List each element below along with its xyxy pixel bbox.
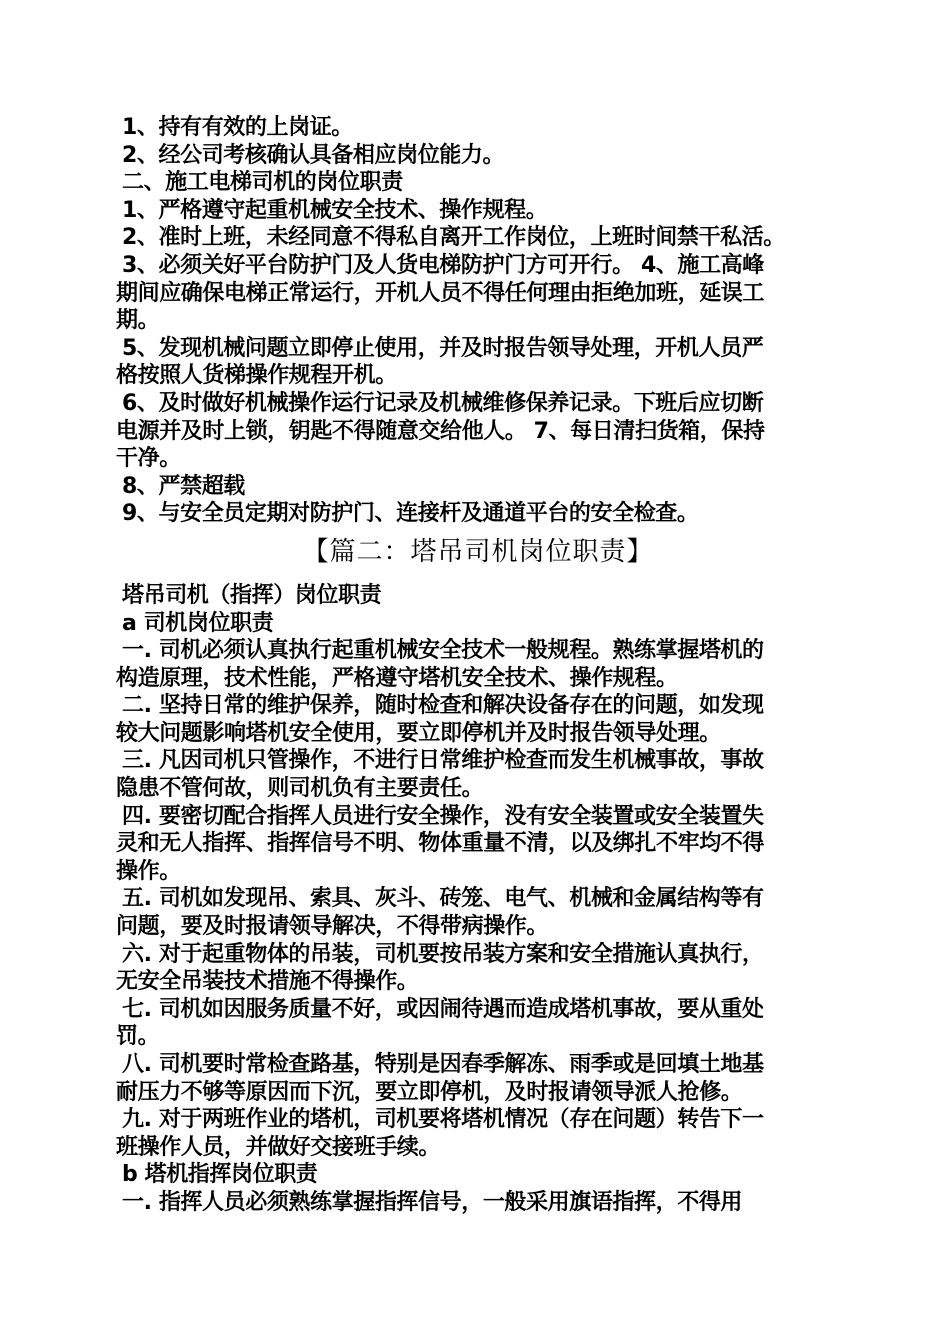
text-line: 班操作人员，并做好交接班手续。 xyxy=(116,1134,441,1160)
text-line: 期。 xyxy=(116,308,160,334)
text-line: 较大问题影响塔机安全使用，要立即停机并及时报告领导处理。 xyxy=(116,720,721,746)
text-line: 无安全吊装技术措施不得操作。 xyxy=(116,969,419,995)
text-line: 二. 坚持日常的维护保养，随时检查和解决设备存在的问题，如发现 xyxy=(122,693,764,719)
text-line: 2、准时上班，未经同意不得私自离开工作岗位，上班时间禁干私活。 xyxy=(122,225,785,251)
text-line: 3、必须关好平台防护门及人货电梯防护门方可开行。 4、施工高峰 xyxy=(122,252,764,278)
text-line: 八. 司机要时常检查路基，特别是因春季解冻、雨季或是回填土地基 xyxy=(122,1052,764,1077)
text-line: 隐患不管何故，则司机负有主要责任。 xyxy=(116,776,484,802)
text-line: 耐压力不够等原因而下沉，要立即停机，及时报请领导派人抢修。 xyxy=(116,1079,743,1105)
text-line: 1、严格遵守起重机械安全技术、操作规程。 xyxy=(122,197,548,223)
text-line: 5、发现机械问题立即停止使用，并及时报告领导处理，开机人员严 xyxy=(122,335,764,361)
subsection-heading: b 塔机指挥岗位职责 xyxy=(122,1162,318,1188)
text-line: 五. 司机如发现吊、索具、灰斗、砖笼、电气、机械和金属结构等有 xyxy=(122,886,764,912)
section-two xyxy=(116,582,840,1217)
text-line: 操作。 xyxy=(116,858,181,884)
text-line: 罚。 xyxy=(116,1024,160,1050)
text-line: 1、持有有效的上岗证。 xyxy=(122,115,353,140)
text-line: 期间应确保电梯正常运行，开机人员不得任何理由拒绝加班，延误工 xyxy=(116,280,765,306)
text-line: 一. 指挥人员必须熟练掌握指挥信号，一般采用旗语指挥，不得用 xyxy=(122,1189,743,1215)
text-line: 格按照人货梯操作规程开机。 xyxy=(116,363,397,389)
text-line: 电源并及时上锁，钥匙不得随意交给他人。 7、每日清扫货箱，保持 xyxy=(116,418,765,444)
text-line: 2、经公司考核确认具备相应岗位能力。 xyxy=(122,142,505,168)
section-heading: 塔吊司机（指挥）岗位职责 xyxy=(122,582,382,608)
text-line: 四. 要密切配合指挥人员进行安全操作，没有安全装置或安全装置失 xyxy=(122,803,764,829)
spacer xyxy=(116,574,840,582)
section-title: 【篇二：塔吊司机岗位职责】 xyxy=(302,536,654,567)
text-line: 问题，要及时报请领导解决，不得带病操作。 xyxy=(116,914,549,940)
text-line: 一. 司机必须认真执行起重机械安全技术一般规程。熟练掌握塔机的 xyxy=(122,638,764,664)
text-line: 9、与安全员定期对防护门、连接杆及通道平台的安全检查。 xyxy=(122,501,699,527)
text-line: 六. 对于起重物体的吊装，司机要按吊装方案和安全措施认真执行， xyxy=(122,941,764,967)
section-heading: 二、施工电梯司机的岗位职责 xyxy=(122,170,403,196)
text-line: 七. 司机如因服务质量不好，或因闹待遇而造成塔机事故，要从重处 xyxy=(122,996,764,1022)
text-line: 构造原理，技术性能，严格遵守塔机安全技术、操作规程。 xyxy=(116,665,678,691)
text-line: 三. 凡因司机只管操作，不进行日常维护检查而发生机械事故，事故 xyxy=(122,748,764,774)
text-line: 6、及时做好机械操作运行记录及机械维修保养记录。下班后应切断 xyxy=(122,390,764,416)
text-line: 干净。 xyxy=(116,446,181,472)
text-line: 8、严禁超载 xyxy=(122,473,245,499)
text-line: 灵和无人指挥、指挥信号不明、物体重量不清，以及绑扎不牢均不得 xyxy=(116,831,765,857)
document-page xyxy=(116,114,840,1217)
text-line: 九. 对于两班作业的塔机，司机要将塔机情况（存在问题）转告下一 xyxy=(122,1107,764,1133)
subsection-heading: a 司机岗位职责 xyxy=(122,610,274,636)
section-one xyxy=(116,114,840,528)
